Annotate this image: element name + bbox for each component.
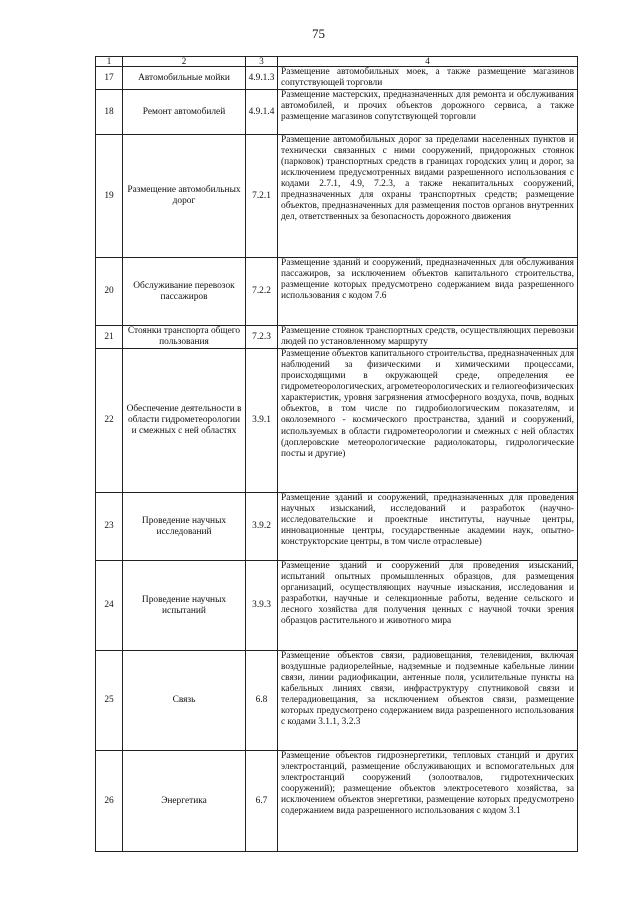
row-name: Размещение автомобильных дорог xyxy=(123,135,246,258)
row-number: 26 xyxy=(96,751,123,852)
row-name: Связь xyxy=(123,651,246,751)
table-row xyxy=(96,349,578,493)
row-name: Проведение научных испытаний xyxy=(123,561,246,651)
table-body xyxy=(96,57,578,852)
row-description: Размещение мастерских, предназначенных для ремонта и обслуживания автомобилей, и прочих объектов дорожного сервиса, а также размещение магазинов сопутствующей торговли xyxy=(278,90,578,135)
row-description: Размещение объектов гидроэнергетики, тепловых станций и других электростанций, размещение обслуживающих и вспомогательных для электростанций сооружений (золоотвалов, гидротехнических сооружений); размещение объектов электросетевого хозяйства, за исключением объектов энергетики, размещение которых предусмотрено содержанием вида разрешенного использования с кодом 3.1 xyxy=(278,751,578,852)
row-number: 18 xyxy=(96,90,123,135)
row-name: Энергетика xyxy=(123,751,246,852)
row-name: Обеспечение деятельности в области гидрометеорологии и смежных с ней областях xyxy=(123,349,246,493)
row-description: Размещение автомобильных дорог за пределами населенных пунктов и технически связанных с ними сооружений, придорожных стоянок (парковок) транспортных средств в границах городских улиц и дорог, за исключением предусмотренных видами разрешенного использования с кодами 2.7.1, 4.9, 7.2.3, а также некапитальных сооружений, предназначенных для охраны транспортных средств; размещение объектов, предназначенных для размещения постов органов внутренних дел, ответственных за безопасность дорожного движения xyxy=(278,135,578,258)
land-use-table xyxy=(95,56,578,852)
row-number: 23 xyxy=(96,493,123,561)
row-name: Проведение научных исследований xyxy=(123,493,246,561)
row-name: Обслуживание перевозок пассажиров xyxy=(123,258,246,326)
table-row xyxy=(96,135,578,258)
row-number: 22 xyxy=(96,349,123,493)
table-row xyxy=(96,751,578,852)
row-number: 25 xyxy=(96,651,123,751)
header-row xyxy=(96,57,578,67)
header-cell-3: 3 xyxy=(246,57,278,67)
row-description: Размещение объектов связи, радиовещания, телевидения, включая воздушные радиорелейные, надземные и подземные кабельные линии связи, линии радиофикации, антенные поля, усилительные пункты на кабельных линиях связи, инфраструктуру спутниковой связи и телерадиовещания, за исключением объектов связи, размещение которых предусмотрено содержанием вида разрешенного использования с кодами 3.1.1, 3.2.3 xyxy=(278,651,578,751)
table-row xyxy=(96,651,578,751)
row-description: Размещение зданий и сооружений, предназначенных для проведения научных изысканий, исследований и разработок (научно-исследовательские и проектные институты, научные центры, инновационные центры, государственные академии наук, опытно-конструкторские центры, в том числе отраслевые) xyxy=(278,493,578,561)
row-code: 7.2.1 xyxy=(246,135,278,258)
row-code: 3.9.2 xyxy=(246,493,278,561)
row-code: 7.2.3 xyxy=(246,326,278,349)
row-description: Размещение зданий и сооружений для проведения изысканий, испытаний опытных промышленных образцов, для размещения организаций, осуществляющих научные изыскания, исследования и разработки, научные и селекционные работы, ведение сельского и лесного хозяйства для получения ценных с научной точки зрения образцов растительного и животного мира xyxy=(278,561,578,651)
header-cell-4: 4 xyxy=(278,57,578,67)
row-code: 4.9.1.3 xyxy=(246,67,278,90)
row-name: Стоянки транспорта общего пользования xyxy=(123,326,246,349)
row-code: 7.2.2 xyxy=(246,258,278,326)
table-row xyxy=(96,561,578,651)
table-row xyxy=(96,90,578,135)
row-code: 3.9.3 xyxy=(246,561,278,651)
row-number: 19 xyxy=(96,135,123,258)
row-description: Размещение стоянок транспортных средств, осуществляющих перевозки людей по установленному маршруту xyxy=(278,326,578,349)
header-cell-1: 1 xyxy=(96,57,123,67)
row-number: 20 xyxy=(96,258,123,326)
table-row xyxy=(96,326,578,349)
row-description: Размещение зданий и сооружений, предназначенных для обслуживания пассажиров, за исключением объектов капитального строительства, размещение которых предусмотрено содержанием вида разрешенного использования с кодом 7.6 xyxy=(278,258,578,326)
row-description: Размещение объектов капитального строительства, предназначенных для наблюдений за физическими и химическими процессами, происходящими в окружающей среде, определения ее гидрометеорологических, агрометеорологических и гелиогеофизических характеристик, уровня загрязнения атмосферного воздуха, почв, водных объектов, в том числе по гидробиологическим показателям, и околоземного - космического пространства, зданий и сооружений, используемых в области гидрометеорологии и смежных с ней областях (доплеровские метеорологические радиолокаторы, гидрологические посты и другие) xyxy=(278,349,578,493)
table-row xyxy=(96,258,578,326)
row-name: Ремонт автомобилей xyxy=(123,90,246,135)
row-number: 21 xyxy=(96,326,123,349)
row-name: Автомобильные мойки xyxy=(123,67,246,90)
table-row xyxy=(96,67,578,90)
row-code: 3.9.1 xyxy=(246,349,278,493)
table-row xyxy=(96,493,578,561)
row-code: 6.7 xyxy=(246,751,278,852)
header-cell-2: 2 xyxy=(123,57,246,67)
row-description: Размещение автомобильных моек, а также размещение магазинов сопутствующей торговли xyxy=(278,67,578,90)
row-code: 6.8 xyxy=(246,651,278,751)
row-number: 17 xyxy=(96,67,123,90)
page-number: 75 xyxy=(312,26,325,41)
row-number: 24 xyxy=(96,561,123,651)
row-code: 4.9.1.4 xyxy=(246,90,278,135)
